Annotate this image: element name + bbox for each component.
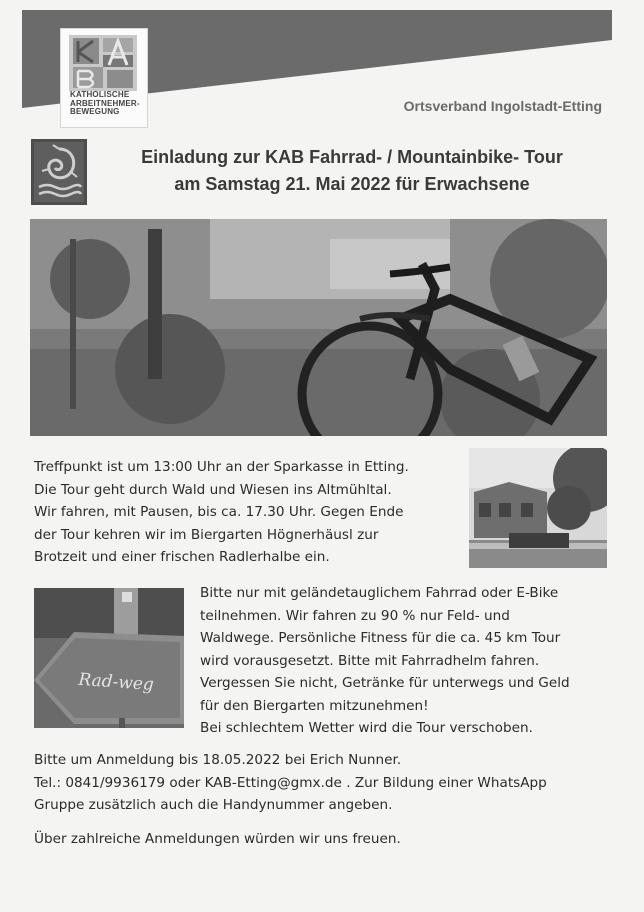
requirements-line: Bei schlechtem Wetter wird die Tour verschoben. [200,720,533,736]
closing-paragraph: Über zahlreiche Anmeldungen würden wir uns freuen. [34,831,401,847]
requirements-line: teilnehmen. Wir fahren zu 90 % nur Feld- und [200,607,510,624]
page-title [92,144,612,198]
kab-logo [60,28,148,128]
meeting-line: Treffpunkt ist um 13:00 Uhr an der Sparkasse in Etting. [34,459,409,475]
requirements-line: wird vorausgesetzt. Bitte mit Fahrradhelm fahren. [200,652,540,669]
registration-line: Bitte um Anmeldung bis 18.05.2022 bei Erich Nunner. [34,752,402,768]
sign-text: Rad-weg [77,669,155,696]
registration-paragraph [34,749,547,817]
logo-text-line3: BEWEGUNG [70,107,120,116]
meeting-info-paragraph [34,456,409,569]
registration-line: Tel.: 0841/9936179 oder KAB-Etting@gmx.de . Zur Bildung einer WhatsApp [34,774,547,791]
meeting-line: Wir fahren, mit Pausen, bis ca. 17.30 Uhr. Gegen Ende [34,504,404,520]
beer-garden-photo [469,448,607,568]
mountainbike-photo [30,219,607,436]
meeting-line: Die Tour geht durch Wald und Wiesen ins Altmühltal. [34,481,392,498]
kab-logo-text [70,91,146,117]
logo-text-line1: KATHOLISCHE [70,90,130,99]
requirements-line: Waldwege. Persönliche Fitness für die ca. 45 km Tour [200,630,561,646]
meeting-line: der Tour kehren wir im Biergarten Högnerhäusl zur [34,526,379,543]
requirements-line: für den Biergarten mitzunehmen! [200,697,429,714]
requirements-line: Vergessen Sie nicht, Getränke für unterwegs und Geld [200,675,570,691]
title-line1: Einladung zur KAB Fahrrad- / Mountainbike- Tour [141,147,563,167]
kab-logo-mark [69,35,137,91]
shell-emblem-icon [31,139,87,205]
logo-text-line2: ARBEITNEHMER- [70,98,140,108]
title-line2: am Samstag 21. Mai 2022 für Erwachsene [174,174,530,194]
registration-line: Gruppe zusätzlich auch die Handynummer angeben. [34,797,393,813]
meeting-line: Brotzeit und einer frischen Radlerhalbe ein. [34,549,330,565]
organization-name: Ortsverband Ingolstadt-Etting [403,98,602,114]
requirements-paragraph [200,582,570,740]
radweg-sign-photo [34,588,184,728]
requirements-line: Bitte nur mit geländetauglichem Fahrrad oder E-Bike [200,585,559,601]
